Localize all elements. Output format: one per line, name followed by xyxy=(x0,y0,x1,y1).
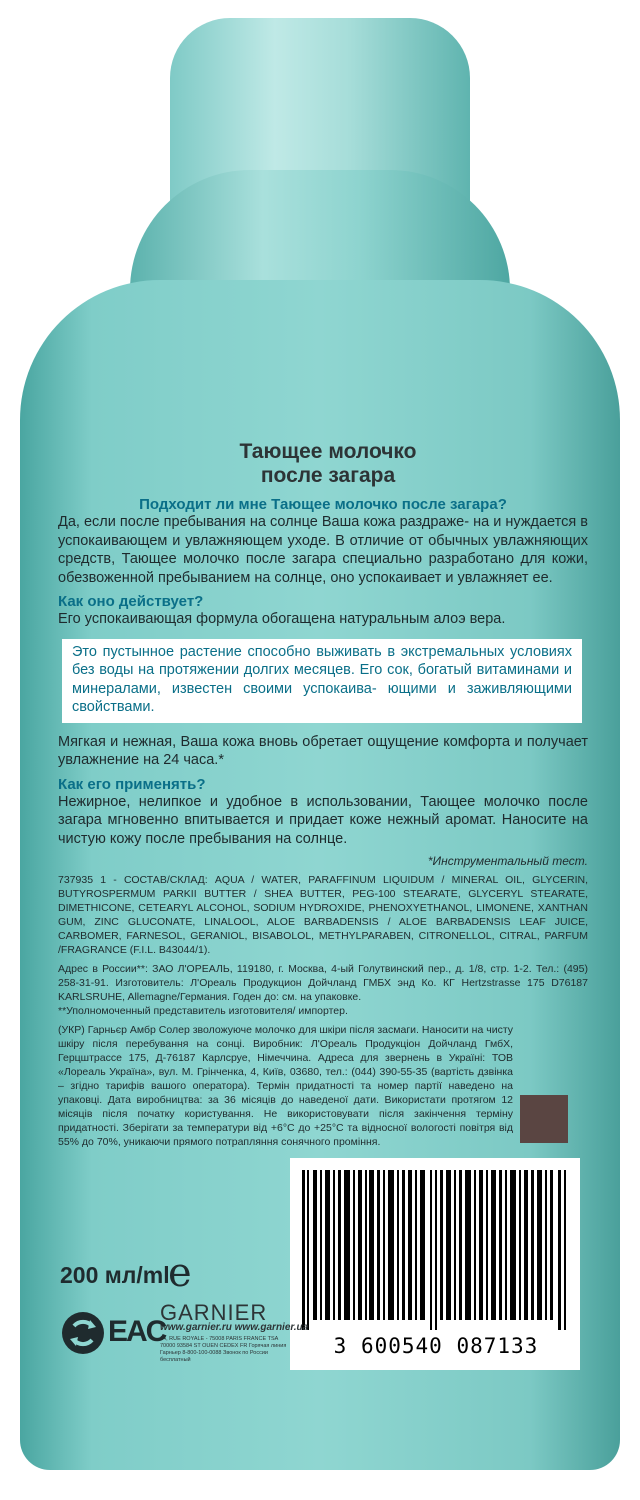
footnote: *Инструментальный тест. xyxy=(427,854,588,868)
address-russia: Адрес в России**: ЗАО Л'ОРЕАЛЬ, 119180, г. Москва, 4-ый Голутвинский пер., д. 1/8, стр. 1-2. Тел.: (495) 258-31-91. Изготовитель: Л'Ореаль Продукцион Дойчланд ГМБХ энд Ко. КГ Hertzstrasse 175 D76187 KARLSRUHE, Allemagne/Германия. Годен до: см. на упаковке. xyxy=(58,963,588,1003)
ukrainian-text: (УКР) Гарньєр Амбр Солер зволожуюче молочко для шкіри після засмаги. Наносити на чисту шкіру після перебування на сонці. Виробник: Л'Ореаль Продукціон Дойчланд ГмбХ, Герцштрассе 175, Д-76187 Карлсруе, Німеччина. Адреса для звернень в Україні: ТОВ «Лореаль Україна», вул. М. Грінченка, 4, Київ, 03680, тел.: (044) 390-55-35 (вартість дзвінка – згідно тарифів вашого оператора). Термін придатності та номер партії наведено на упаковці. Дата виробництва: за 36 місяців до наведеної дати. Використати протягом 12 місяців після початку користування. Не використовувати після закінчення терміну придатності. Зберігати за температури від +6°C до +25°C та відносної вологості повітря від 55% до 70%, уникаючи прямого потрапляння сонячного проміння. xyxy=(58,1024,513,1148)
address-note: **Уполномоченный представитель изготовителя/ импортер. xyxy=(58,1005,348,1017)
question-suits: Подходит ли мне Тающее молочко после загара? xyxy=(139,496,507,513)
title-line-2: после загара xyxy=(260,464,396,487)
label-content xyxy=(58,440,588,1149)
answer-how-works: Его успокаивающая формула обогащена натуральным алоэ вера. xyxy=(58,611,506,627)
question-how-works: Как оно действует? xyxy=(58,593,204,610)
recycle-icon xyxy=(60,1310,106,1356)
aloe-info-box: Это пустынное растение способно выживать в экстремальных условиях без воды на протяжении долгих месяцев. Его сок, богатый витаминами и минералами, известен своими успокаива- ющими и заживляющими свойствами. xyxy=(62,639,582,723)
title-line-1: Тающее молочко xyxy=(239,440,417,463)
barcode-bars xyxy=(302,1170,568,1330)
color-swatch xyxy=(520,1095,568,1143)
eac-mark: EAC xyxy=(108,1315,166,1348)
comfort-text: Мягкая и нежная, Ваша кожа вновь обретает ощущение комфорта и получает увлажнение на 24 часа.* xyxy=(58,733,588,768)
barcode xyxy=(290,1158,580,1370)
composition: 737935 1 - СОСТАВ/СКЛАД: AQUA / WATER, PARAFFINUM LIQUIDUM / MINERAL OIL, GLYCERIN, BUTYROSPERMUM PARKII BUTTER / SHEA BUTTER, PEG-100 STEARATE, GLYCERYL STEARATE, DIMETHICONE, CETEARYL ALCOHOL, SODIUM HYDROXIDE, PHENOXYETHANOL, LIMONENE, XANTHAN GUM, ZINC GLUCONATE, LINALOOL, ALOE BARBADENSIS / ALOE BARBADENSIS LEAF JUICE, CARBOMER, FARNESOL, GERANIOL, BISABOLOL, METHYLPARABEN, CITRONELLOL, CITRAL, PARFUM /FRAGRANCE (F.I.L. B43044/1). xyxy=(58,874,588,956)
brand-logo: GARNIER xyxy=(160,1300,268,1325)
answer-suits: Да, если после пребывания на солнце Ваша кожа раздраже- на и нуждается в успокаивающем и увлажняющем уходе. В отличие от обычных увлажняющих средств, Тающее молочко после загара специально разработано для кожи, обезвоженной пребыванием на солнце, оно успокаивает и увлажняет ее. xyxy=(58,514,588,586)
product-title xyxy=(128,440,528,488)
brand-url: www.garnier.ru www.garnier.ua xyxy=(160,1322,309,1333)
brand-address: 14, RUE ROYALE - 75008 PARIS FRANCE TSA 70000 93584 ST OUEN CEDEX FR Горячая линия Гарньер 8-800-100-0088 Звонок по России бесплатный xyxy=(160,1336,287,1363)
answer-how-use: Нежирное, нелипкое и удобное в использовании, Тающее молочко после загара мгновенно впитывается и придает коже нежный аромат. Наносите на чистую кожу после пребывания на солнце. xyxy=(58,793,588,847)
question-how-use: Как его применять? xyxy=(58,775,206,793)
volume: 200 мл/ml xyxy=(60,1262,170,1288)
barcode-number: 3 600540 087133 xyxy=(333,1334,539,1358)
estimated-e-mark: e xyxy=(168,1250,192,1296)
